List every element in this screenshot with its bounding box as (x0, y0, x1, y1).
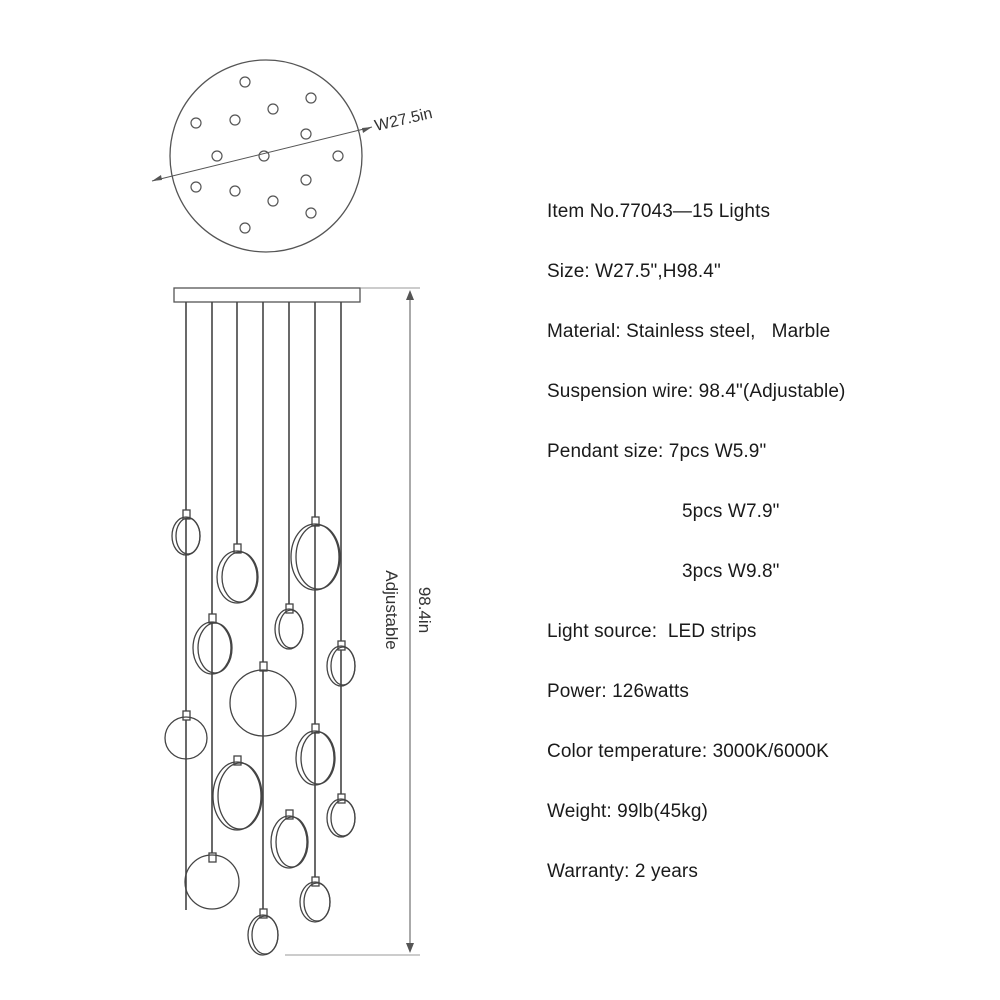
canopy-hole (230, 115, 240, 125)
spec-suspension-wire: Suspension wire: 98.4"(Adjustable) (547, 381, 846, 402)
canopy-side-view (174, 288, 360, 302)
spec-color-temperature: Color temperature: 3000K/6000K (547, 741, 829, 762)
adjustable-label: Adjustable (382, 570, 401, 650)
pendant (327, 794, 355, 837)
canopy-hole (306, 93, 316, 103)
width-label: W27.5in (373, 105, 435, 135)
canopy-hole (333, 151, 343, 161)
pendant (185, 853, 239, 909)
canopy-hole (240, 77, 250, 87)
canopy-hole (301, 129, 311, 139)
canopy-hole (301, 175, 311, 185)
pendants (165, 302, 355, 955)
canopy-hole (306, 208, 316, 218)
spec-material: Material: Stainless steel, Marble (547, 321, 831, 342)
spec-pendant-size: Pendant size: 7pcs W5.9" (547, 441, 767, 462)
pendant (300, 877, 330, 922)
spec-warranty: Warranty: 2 years (547, 861, 698, 882)
canopy-hole (212, 151, 222, 161)
canopy-top-view (152, 60, 434, 252)
spec-light-source: Light source: LED strips (547, 621, 757, 642)
spec-power: Power: 126watts (547, 681, 689, 702)
canopy-holes (191, 77, 343, 233)
pendant (213, 756, 262, 830)
canopy-hole (268, 196, 278, 206)
arrow-down-icon (406, 943, 414, 953)
arrow-right-icon (362, 127, 372, 133)
width-dimension (152, 105, 434, 181)
pendant (248, 909, 278, 955)
canopy-hole (230, 186, 240, 196)
canopy-hole (191, 182, 201, 192)
pendant (217, 544, 258, 603)
spec-weight: Weight: 99lb(45kg) (547, 801, 708, 822)
canopy-hole (191, 118, 201, 128)
arrow-up-icon (406, 290, 414, 300)
canopy-hole (268, 104, 278, 114)
height-label: 98.4in (415, 586, 434, 634)
spec-item-number: Item No.77043—15 Lights (547, 201, 771, 222)
canopy-hole (240, 223, 250, 233)
spec-pendant-size-3: 3pcs W9.8" (682, 561, 780, 582)
spec-pendant-size-2: 5pcs W7.9" (682, 501, 780, 522)
arrow-left-icon (152, 175, 162, 181)
spec-size: Size: W27.5",H98.4" (547, 261, 721, 282)
pendant (271, 810, 308, 868)
width-dimension-line (152, 127, 372, 181)
height-dimension (285, 288, 434, 955)
pendant (275, 604, 303, 649)
